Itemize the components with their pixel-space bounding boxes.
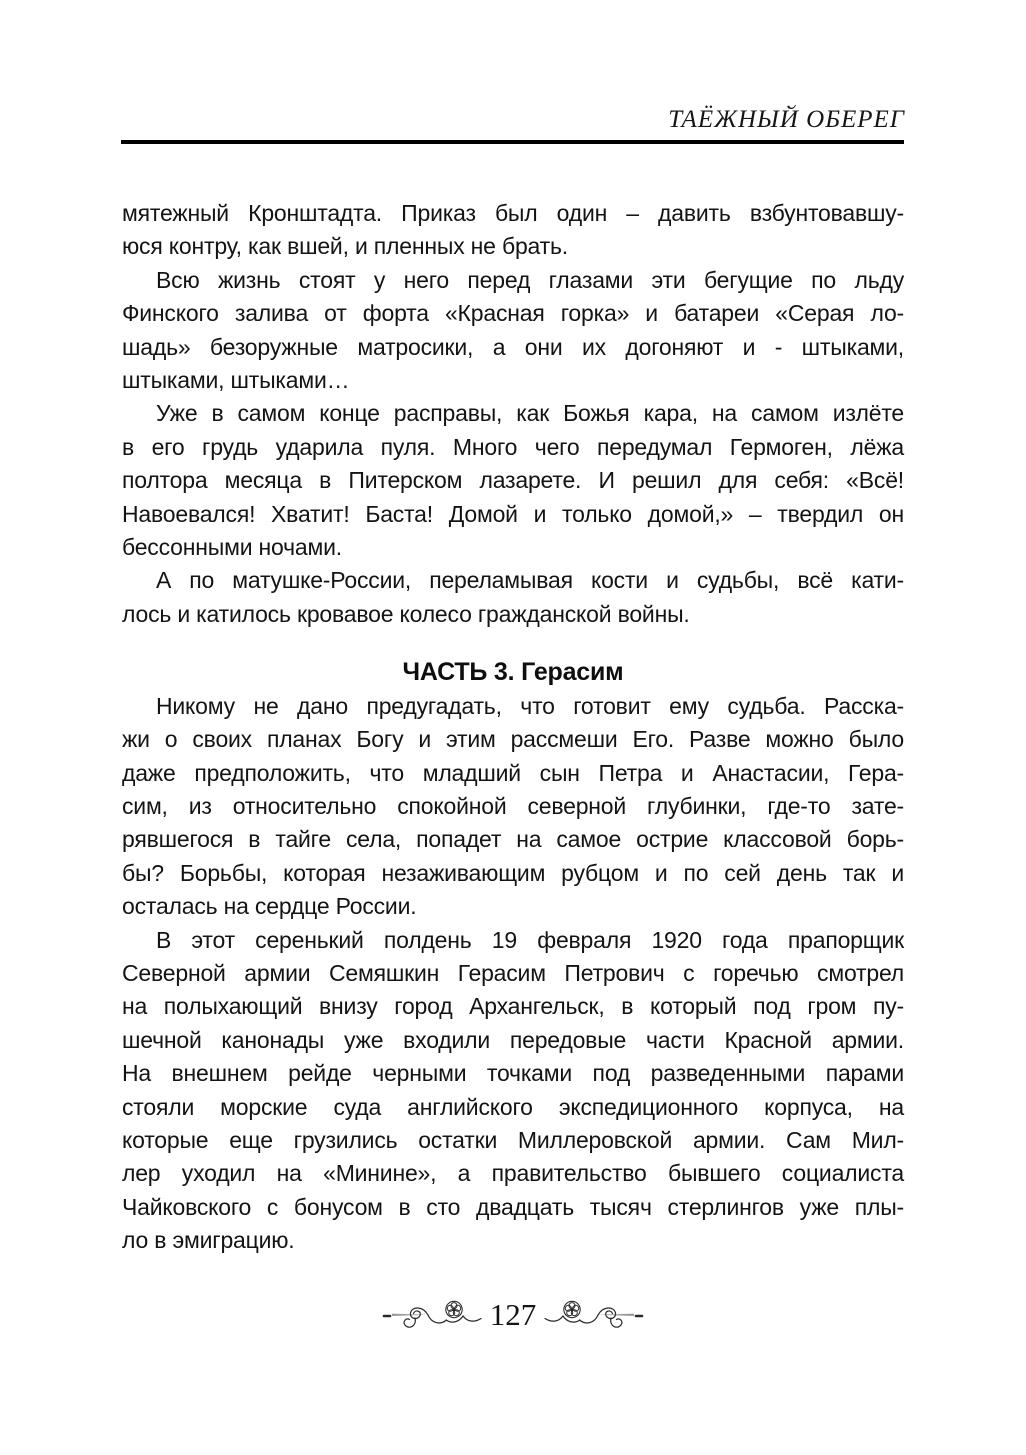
footer-flourish-right-icon	[542, 1297, 644, 1335]
text-line: сим, из относительно спокойной северной глубинки, где-то зате-	[122, 792, 904, 819]
text-line: мятежный Кронштадта. Приказ был один – давить взбунтовавшу-	[122, 200, 904, 226]
paragraph	[122, 564, 904, 631]
text-line: на полыхающий внизу город Архангельск, в который под гром пу-	[122, 993, 904, 1020]
rose-icon	[564, 1301, 580, 1317]
text-line: Чайковского с бонусом в сто двадцать тысяч стерлингов уже плы-	[122, 1193, 904, 1220]
text-line: На внешнем рейде черными точками под разведенными парами	[122, 1060, 904, 1087]
text-line: Северной армии Семяшкин Герасим Петрович с горечью смотрел	[122, 959, 904, 986]
text-line: В этот серенький полдень 19 февраля 1920 года прапорщик	[156, 926, 904, 953]
text-line: стояли морские суда английского экспедиционного корпуса, на	[122, 1093, 904, 1120]
text-line: бессонными ночами.	[122, 534, 342, 561]
footer-flourish-left-icon	[382, 1297, 484, 1335]
paragraph	[122, 924, 904, 1258]
text-line: полтора месяца в Питерском лазарете. И решил для себя: «Всё!	[122, 467, 904, 494]
text-line: которые еще грузились остатки Миллеровской армии. Сам Мил-	[122, 1126, 904, 1153]
page-footer	[0, 1297, 1026, 1335]
text-line: жи о своих планах Богу и этим рассмеши Его. Разве можно было	[122, 726, 904, 753]
text-line: осталась на сердце России.	[122, 893, 417, 920]
page-number: 127	[489, 1296, 537, 1332]
text-line: юся контру, как вшей, и пленных не брать.	[122, 233, 568, 260]
text-line: Уже в самом конце расправы, как Божья кара, на самом излёте	[156, 400, 904, 427]
text-line: бы? Борьбы, которая незаживающим рубцом и по сей день так и	[122, 859, 904, 886]
text-line: Финского залива от форта «Красная горка» и батареи «Серая ло-	[122, 300, 904, 327]
running-header-title: ТАЁЖНЫЙ ОБЕРЕГ	[668, 106, 905, 133]
paragraph	[122, 690, 904, 924]
text-line: в его грудь ударила пуля. Много чего передумал Гермоген, лёжа	[122, 433, 904, 460]
text-line: штыками, штыками…	[122, 367, 350, 394]
section-heading: ЧАСТЬ 3. Герасим	[402, 658, 624, 687]
text-line: рявшегося в тайге села, попадет на самое острие классовой борь-	[122, 826, 904, 853]
text-line: лось и катилось кровавое колесо гражданской войны.	[122, 600, 690, 627]
text-line: Всю жизнь стоят у него перед глазами эти бегущие по льду	[156, 266, 904, 293]
body-text	[122, 197, 904, 1258]
text-line: Навоевался! Хватит! Баста! Домой и только домой,» – твердил он	[122, 500, 904, 527]
rose-icon	[446, 1301, 462, 1317]
paragraph	[122, 197, 904, 264]
paragraph	[122, 397, 904, 564]
text-line: даже предположить, что младший сын Петра и Анастасии, Гера-	[122, 759, 904, 786]
text-line: Никому не дано предугадать, что готовит ему судьба. Расска-	[156, 692, 904, 719]
text-line: лер уходил на «Минине», а правительство бывшего социалиста	[122, 1160, 904, 1187]
text-line: ло в эмиграцию.	[122, 1227, 295, 1254]
text-line: шадь» безоружные матросики, а они их догоняют и - штыками,	[122, 333, 904, 360]
text-line: шечной канонады уже входили передовые части Красной армии.	[122, 1026, 904, 1053]
text-line: А по матушке-России, переламывая кости и судьбы, всё кати-	[156, 567, 904, 594]
header-rule	[121, 140, 904, 144]
paragraph	[122, 264, 904, 398]
